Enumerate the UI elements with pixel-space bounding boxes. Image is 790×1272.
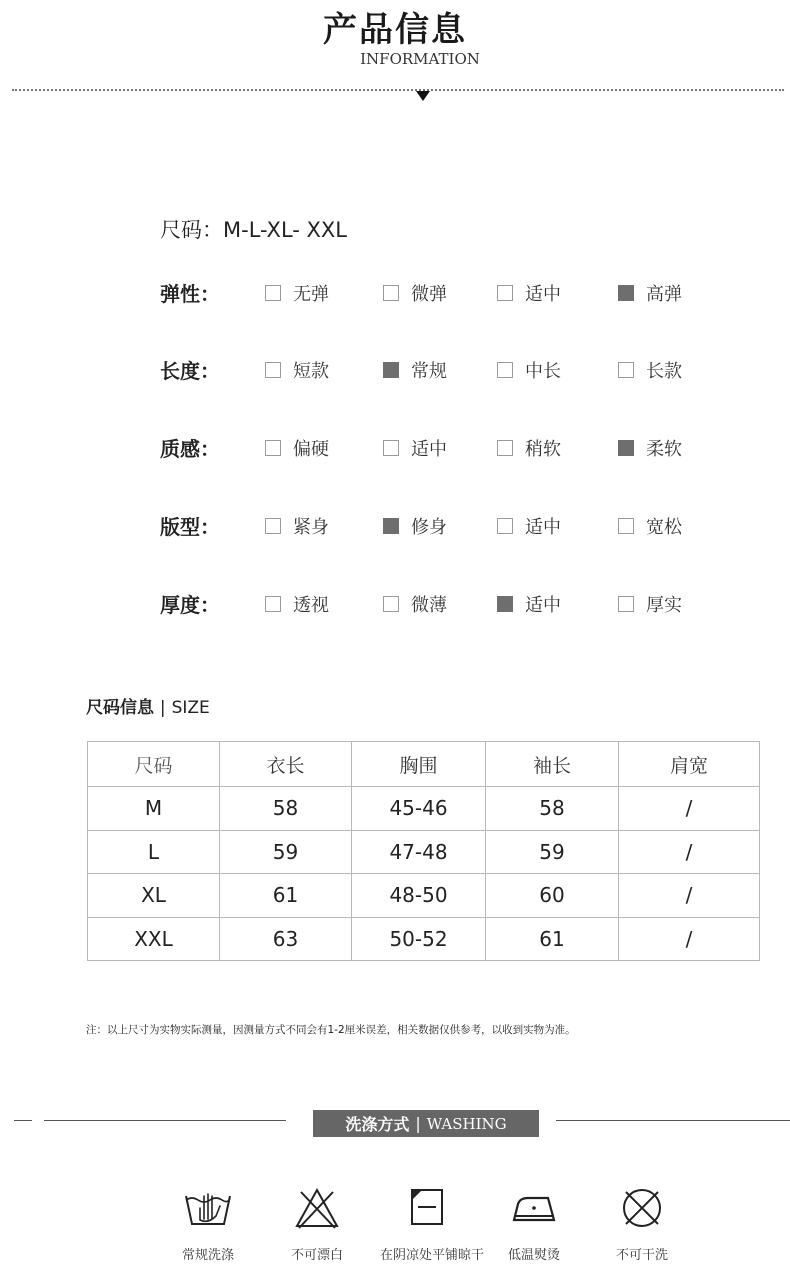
no-dry-clean-icon	[618, 1186, 666, 1230]
checkbox-empty-icon	[265, 440, 281, 456]
table-cell: 61	[486, 917, 619, 961]
size-info-heading-cn: 尺码信息	[86, 698, 154, 718]
attribute-option-label: 适中	[525, 284, 561, 305]
table-cell: XXL	[88, 917, 220, 961]
table-cell: 63	[220, 917, 352, 961]
table-header-row	[88, 742, 760, 787]
checkbox-checked-icon	[383, 518, 399, 534]
attribute-option-label: 高弹	[646, 284, 682, 305]
table-cell: 48-50	[352, 874, 486, 918]
table-cell: 58	[486, 787, 619, 831]
checkbox-checked-icon	[618, 440, 634, 456]
table-row	[88, 917, 760, 961]
attribute-option-label: 柔软	[646, 439, 682, 460]
checkbox-empty-icon	[383, 596, 399, 612]
checkbox-empty-icon	[265, 285, 281, 301]
attribute-option	[618, 280, 682, 306]
checkbox-empty-icon	[497, 362, 513, 378]
table-cell: /	[619, 830, 760, 874]
washing-title-cn: 洗涤方式	[345, 1115, 410, 1134]
table-cell: /	[619, 874, 760, 918]
table-header-cell: 肩宽	[619, 742, 760, 787]
attribute-option	[265, 280, 329, 306]
checkbox-empty-icon	[497, 285, 513, 301]
attribute-option-label: 常规	[411, 361, 447, 382]
attribute-option-label: 微弹	[411, 284, 447, 305]
size-note: 注：以上尺寸为实物实际测量，因测量方式不同会有1-2厘米误差，相关数据仅供参考，以收到实物为准。	[86, 1024, 576, 1036]
attribute-option	[497, 591, 561, 617]
checkbox-checked-icon	[383, 362, 399, 378]
attribute-option	[383, 513, 447, 539]
size-info-heading-sep: |	[159, 698, 166, 718]
attribute-label: 厚度：	[160, 593, 220, 617]
no-bleach-icon	[293, 1186, 341, 1230]
checkbox-empty-icon	[618, 518, 634, 534]
attribute-option	[497, 280, 561, 306]
attribute-option	[497, 513, 561, 539]
checkbox-empty-icon	[265, 518, 281, 534]
attribute-label: 长度：	[160, 359, 220, 383]
attribute-option-label: 无弹	[293, 284, 329, 305]
table-cell: 59	[486, 830, 619, 874]
attribute-label: 质感：	[160, 437, 220, 461]
size-range-value: M-L-XL- XXL	[223, 218, 348, 242]
attribute-option	[618, 513, 682, 539]
checkbox-checked-icon	[497, 596, 513, 612]
washing-label: 常规洗涤	[181, 1248, 234, 1263]
table-header-cell: 尺码	[88, 742, 220, 787]
table-cell: 58	[220, 787, 352, 831]
attribute-option	[265, 591, 329, 617]
attribute-option	[497, 435, 561, 461]
attribute-option-label: 微薄	[411, 595, 447, 616]
table-cell: 50-52	[352, 917, 486, 961]
checkbox-empty-icon	[497, 440, 513, 456]
table-cell: /	[619, 917, 760, 961]
attribute-option-label: 修身	[411, 517, 447, 538]
checkbox-empty-icon	[265, 362, 281, 378]
washing-divider-left	[44, 1120, 286, 1121]
attribute-option-label: 适中	[411, 439, 447, 460]
attribute-label: 弹性：	[160, 282, 220, 306]
checkbox-empty-icon	[383, 440, 399, 456]
table-cell: 47-48	[352, 830, 486, 874]
washing-label: 在阴凉处平铺晾干	[379, 1248, 484, 1263]
dotted-divider	[12, 89, 784, 91]
washing-label: 低温熨烫	[507, 1248, 560, 1263]
table-header-cell: 袖长	[486, 742, 619, 787]
washing-title-en: WASHING	[426, 1114, 507, 1133]
attribute-label: 版型：	[160, 515, 220, 539]
table-cell: /	[619, 787, 760, 831]
table-row	[88, 787, 760, 831]
attribute-option-label: 适中	[525, 595, 561, 616]
attribute-option-label: 厚实	[646, 595, 682, 616]
table-cell: L	[88, 830, 220, 874]
checkbox-empty-icon	[618, 362, 634, 378]
attribute-option	[497, 357, 561, 383]
washing-label: 不可漂白	[290, 1248, 343, 1263]
attribute-option-label: 稍软	[525, 439, 561, 460]
table-cell: 45-46	[352, 787, 486, 831]
table-cell: 59	[220, 830, 352, 874]
iron-low-icon	[510, 1186, 558, 1230]
dry-flat-shade-icon	[408, 1186, 456, 1230]
checkbox-empty-icon	[497, 518, 513, 534]
attribute-option-label: 中长	[525, 361, 561, 382]
triangle-down-icon	[416, 91, 430, 101]
size-table	[87, 741, 760, 961]
size-range	[160, 214, 347, 244]
table-header-cell: 胸围	[352, 742, 486, 787]
table-cell: 60	[486, 874, 619, 918]
checkbox-empty-icon	[618, 596, 634, 612]
washing-divider-left-short	[14, 1120, 32, 1121]
washing-label: 不可干洗	[615, 1248, 668, 1263]
attribute-option	[618, 435, 682, 461]
attribute-option-label: 适中	[525, 517, 561, 538]
table-cell: M	[88, 787, 220, 831]
size-range-label: 尺码：	[160, 218, 223, 242]
attribute-option	[383, 591, 447, 617]
attribute-option-label: 透视	[293, 595, 329, 616]
attribute-option	[383, 357, 447, 383]
size-info-heading-en: SIZE	[171, 698, 210, 718]
checkbox-checked-icon	[618, 285, 634, 301]
attribute-option	[265, 435, 329, 461]
attribute-option-label: 紧身	[293, 517, 329, 538]
attribute-option	[383, 280, 447, 306]
attribute-option	[383, 435, 447, 461]
checkbox-empty-icon	[383, 285, 399, 301]
washing-divider-right	[556, 1120, 790, 1121]
table-header-cell: 衣长	[220, 742, 352, 787]
attribute-option	[618, 357, 682, 383]
table-cell: XL	[88, 874, 220, 918]
attribute-option	[265, 513, 329, 539]
checkbox-empty-icon	[265, 596, 281, 612]
table-row	[88, 874, 760, 918]
washing-title-sep: |	[415, 1114, 421, 1133]
table-row	[88, 830, 760, 874]
attribute-option	[618, 591, 682, 617]
attribute-option-label: 短款	[293, 361, 329, 382]
page-subtitle: INFORMATION	[360, 50, 480, 68]
washing-title-bar	[313, 1110, 539, 1137]
attribute-option	[265, 357, 329, 383]
page-title: 产品信息	[323, 10, 467, 50]
attribute-option-label: 宽松	[646, 517, 682, 538]
hand-wash-icon	[184, 1186, 232, 1230]
attribute-option-label: 偏硬	[293, 439, 329, 460]
attribute-option-label: 长款	[646, 361, 682, 382]
size-info-heading	[86, 693, 210, 718]
table-cell: 61	[220, 874, 352, 918]
